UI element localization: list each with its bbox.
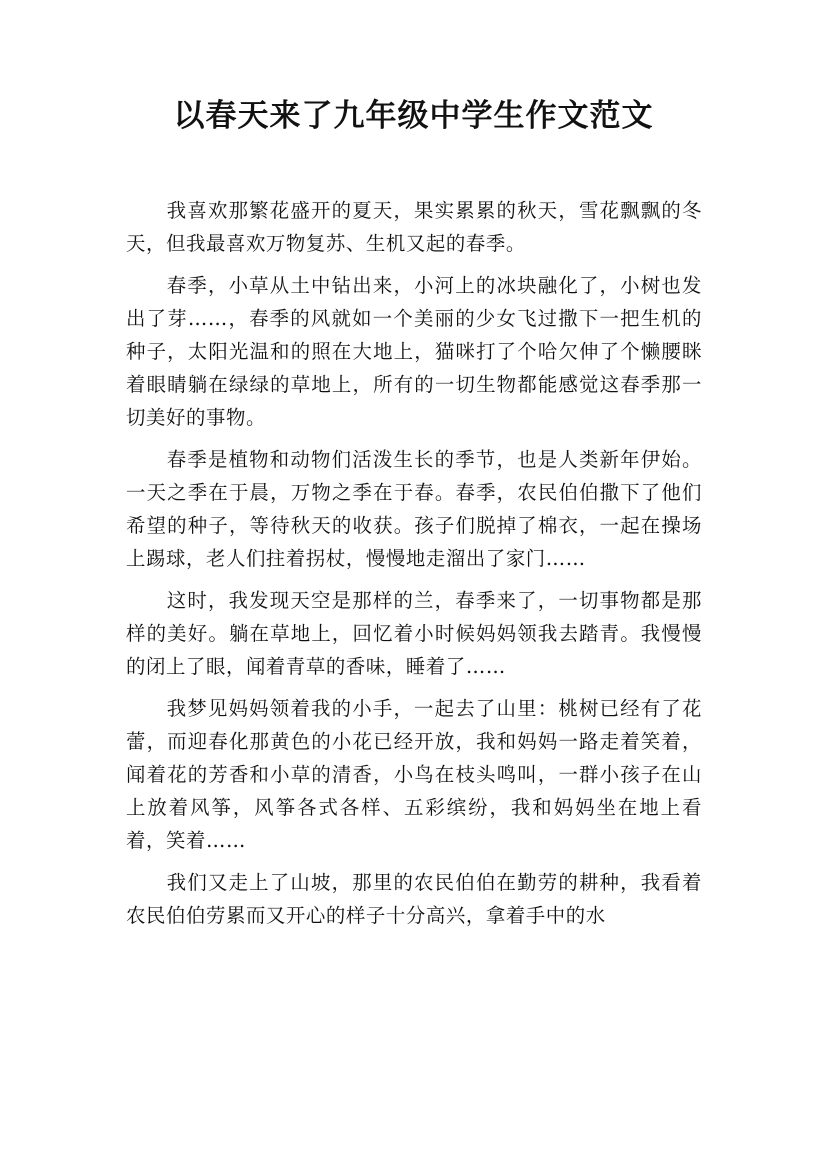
paragraph-2: 春季，小草从土中钻出来，小河上的冰块融化了，小树也发出了芽……，春季的风就如一个美丽的少女飞过撒下一把生机的种子，太阳光温和的照在大地上，猫咪打了个哈欠伸了个懒腰眯着眼睛躺在绿绿的草地上，所有的一切生物都能感觉这春季那一切美好的事物。: [126, 274, 702, 429]
paragraph-5: 我梦见妈妈领着我的小手，一起去了山里：桃树已经有了花蕾，而迎春化那黄色的小花已经开放，我和妈妈一路走着笑着，闻着花的芳香和小草的清香，小鸟在枝头鸣叫，一群小孩子在山上放着风筝，风筝各式各样、五彩缤纷，我和妈妈坐在地上看着，笑着……: [126, 697, 702, 852]
document-title: 以春天来了九年级中学生作文范文: [173, 98, 654, 134]
paragraph-3: 春季是植物和动物们活泼生长的季节，也是人类新年伊始。一天之季在于晨，万物之季在于春。春季，农民伯伯撒下了他们希望的种子，等待秋天的收获。孩子们脱掉了棉衣，一起在操场上踢球，老人们拄着拐杖，慢慢地走溜出了家门……: [126, 448, 702, 570]
document-body: [126, 194, 702, 941]
paragraph-1: 我喜欢那繁花盛开的夏天，果实累累的秋天，雪花飘飘的冬天，但我最喜欢万物复苏、生机又起的春季。: [126, 199, 702, 255]
paragraph-4: 这时，我发现天空是那样的兰，春季来了，一切事物都是那样的美好。躺在草地上，回忆着小时候妈妈领我去踏青。我慢慢的闭上了眼，闻着青草的香味，睡着了……: [126, 589, 702, 678]
paragraph-6: 我们又走上了山坡，那里的农民伯伯在勤劳的耕种，我看着农民伯伯劳累而又开心的样子十分高兴，拿着手中的水: [126, 871, 702, 927]
